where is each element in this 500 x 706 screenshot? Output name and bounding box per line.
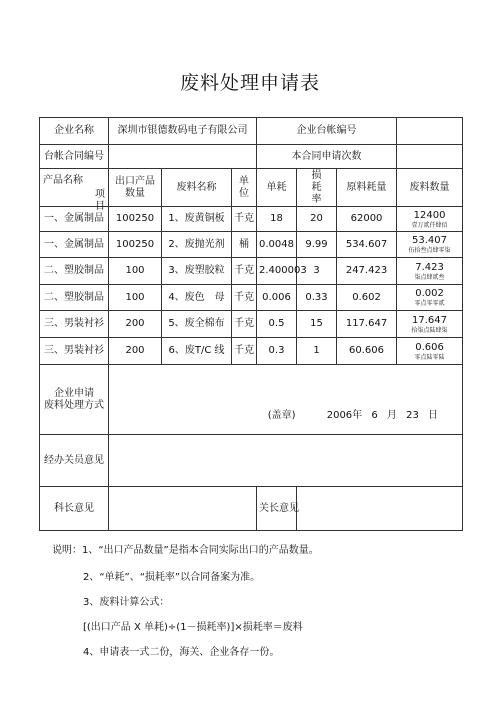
row-loss-rate: 9.99 <box>297 232 337 258</box>
row-unit: 千克 <box>232 207 257 232</box>
date-month-unit: 月 <box>386 410 397 421</box>
row-unit-consumption: 0.006 <box>257 285 297 311</box>
section-chief-opinion-label: 科长意见 <box>40 487 109 531</box>
row-export-qty: 100250 <box>109 207 162 232</box>
header-waste-quantity: 废料数量 <box>397 169 463 207</box>
date-month: 6 <box>371 410 378 421</box>
contract-number-value[interactable] <box>109 145 257 169</box>
row-unit-consumption: 0.0048 <box>257 232 297 258</box>
company-name-value[interactable]: 深圳市银德数码电子有限公司 <box>109 118 257 145</box>
row-export-qty: 100 <box>109 258 162 285</box>
date-year: 2006年 <box>326 410 363 421</box>
row-material: 60.606 <box>337 338 397 365</box>
diagonal-header-cell <box>40 169 109 212</box>
row-loss-rate: 0.33 <box>297 285 337 311</box>
row-waste-quantity <box>397 311 463 338</box>
row-loss-rate: 15 <box>297 311 337 338</box>
waste-qty-words: 柒点肆贰叁 <box>414 273 445 281</box>
waste-qty-words: 零点陆零陆 <box>414 353 445 361</box>
company-name-label: 企业名称 <box>40 118 109 145</box>
row-loss-rate: 20 <box>297 207 337 232</box>
header-unit-consumption: 单耗 <box>257 169 297 207</box>
waste-qty-number: 7.423 <box>415 261 444 273</box>
row-product: 二、塑胶制品 <box>40 285 109 311</box>
row-material: 62000 <box>337 207 397 232</box>
row-product: 三、男装衬衫 <box>40 311 109 338</box>
seal-text: (盖章) <box>267 410 296 421</box>
header-item-char-2: 目 <box>95 200 105 212</box>
row-export-qty: 200 <box>109 311 162 338</box>
header-unit-line2: 位 <box>239 187 249 199</box>
application-label-line1: 企业申请 <box>54 387 94 399</box>
row-waste-quantity <box>397 232 463 258</box>
row-export-qty: 200 <box>109 338 162 365</box>
waste-qty-words: 伍拾叁点肆零柒 <box>408 247 451 254</box>
table-row <box>40 285 463 311</box>
row-unit: 千克 <box>232 258 257 285</box>
row-loss-rate: 1 <box>297 338 337 365</box>
note-formula: [(出口产品 X 单耗)÷(1－损耗率)]×损耗率＝废料 <box>83 622 303 633</box>
row-product: 三、男装衬衫 <box>40 338 109 365</box>
waste-qty-number: 17.647 <box>412 314 448 326</box>
seal-date-line <box>262 410 438 422</box>
row-loss-rate: 3 <box>297 258 337 285</box>
waste-qty-number: 0.606 <box>415 341 444 353</box>
row-waste-name: 6、废T/C 线 <box>162 338 232 365</box>
row-unit-consumption: 2.400003 <box>257 258 297 285</box>
officer-opinion-label: 经办关员意见 <box>40 435 109 487</box>
director-opinion-field[interactable] <box>297 487 463 531</box>
row-export-qty: 100 <box>109 285 162 311</box>
row-waste-quantity <box>397 258 463 285</box>
row-unit: 千克 <box>232 338 257 365</box>
row-unit: 千克 <box>232 311 257 338</box>
note-3: 3、废料计算公式： <box>83 597 170 608</box>
header-export-qty-line2: 数量 <box>125 187 145 199</box>
application-times-value[interactable] <box>397 145 463 169</box>
header-unit <box>232 169 257 207</box>
ledger-number-value[interactable] <box>397 118 463 145</box>
header-loss-line3: 率 <box>311 193 322 205</box>
row-unit-consumption: 0.5 <box>257 311 297 338</box>
application-times-label: 本合同申请次数 <box>257 145 397 169</box>
director-opinion-label: 关长意见 <box>257 487 297 531</box>
waste-application-table <box>39 117 463 531</box>
waste-qty-number: 12400 <box>413 209 446 221</box>
row-waste-name: 1、废黄铜板 <box>162 207 232 232</box>
header-export-qty <box>109 169 162 207</box>
header-export-qty-line1: 出口产品 <box>115 175 155 187</box>
row-waste-quantity <box>397 285 463 311</box>
row-unit: 千克 <box>232 285 257 311</box>
waste-qty-number: 0.002 <box>415 288 444 299</box>
note-2: 2、“单耗”、“损耗率”以合同备案为准。 <box>83 572 261 583</box>
header-loss-rate <box>297 169 337 207</box>
row-waste-name: 2、废抛光剂 <box>162 232 232 258</box>
officer-opinion-field[interactable] <box>109 435 463 487</box>
row-waste-name: 4、废色 母 <box>162 285 232 311</box>
row-export-qty: 100250 <box>109 232 162 258</box>
row-product: 一、金属制品 <box>40 207 109 232</box>
table-row <box>40 258 463 285</box>
header-waste-name: 废料名称 <box>162 169 232 207</box>
row-waste-quantity <box>397 207 463 232</box>
header-unit-line1: 单 <box>239 175 249 187</box>
header-item-char-1: 项 <box>95 188 105 200</box>
header-product-name: 产品名称 <box>43 174 83 186</box>
header-loss-line2: 耗 <box>311 181 322 193</box>
date-day-unit: 日 <box>428 410 439 421</box>
waste-qty-words: 零点零零贰 <box>414 300 445 307</box>
waste-qty-words: 拾柒点陆肆柒 <box>411 326 448 334</box>
application-label <box>40 365 109 435</box>
row-material: 117.647 <box>337 311 397 338</box>
table-row <box>40 232 463 258</box>
note-1: 说明：1、“出口产品数量”是指本合同实际出口的产品数量。 <box>52 545 319 556</box>
row-material: 0.602 <box>337 285 397 311</box>
form-title: 废料处理申请表 <box>179 72 320 94</box>
row-product: 二、塑胶制品 <box>40 258 109 285</box>
row-material: 534.607 <box>337 232 397 258</box>
contract-number-label: 台帐合同编号 <box>40 145 109 169</box>
row-unit-consumption: 0.3 <box>257 338 297 365</box>
table-row <box>40 338 463 365</box>
date-day: 23 <box>406 410 419 421</box>
waste-qty-number: 53.407 <box>412 235 448 246</box>
ledger-number-label: 企业台帐编号 <box>257 118 397 145</box>
table-row <box>40 311 463 338</box>
row-unit-consumption: 18 <box>257 207 297 232</box>
header-material-consumption: 原料耗量 <box>337 169 397 207</box>
row-waste-name: 5、废全棉布 <box>162 311 232 338</box>
section-chief-opinion-field[interactable] <box>109 487 257 531</box>
waste-qty-words: 壹万贰仟肆佰 <box>411 221 448 229</box>
row-waste-name: 3、废塑胶粒 <box>162 258 232 285</box>
application-content[interactable] <box>109 365 463 435</box>
row-unit: 桶 <box>232 232 257 258</box>
row-material: 247.423 <box>337 258 397 285</box>
application-label-line2: 废料处理方式 <box>44 399 104 411</box>
row-product: 一、金属制品 <box>40 232 109 258</box>
note-4: 4、申请表一式二份，海关、企业各存一份。 <box>83 647 280 658</box>
row-waste-quantity <box>397 338 463 365</box>
header-loss-line1: 损 <box>311 169 322 181</box>
